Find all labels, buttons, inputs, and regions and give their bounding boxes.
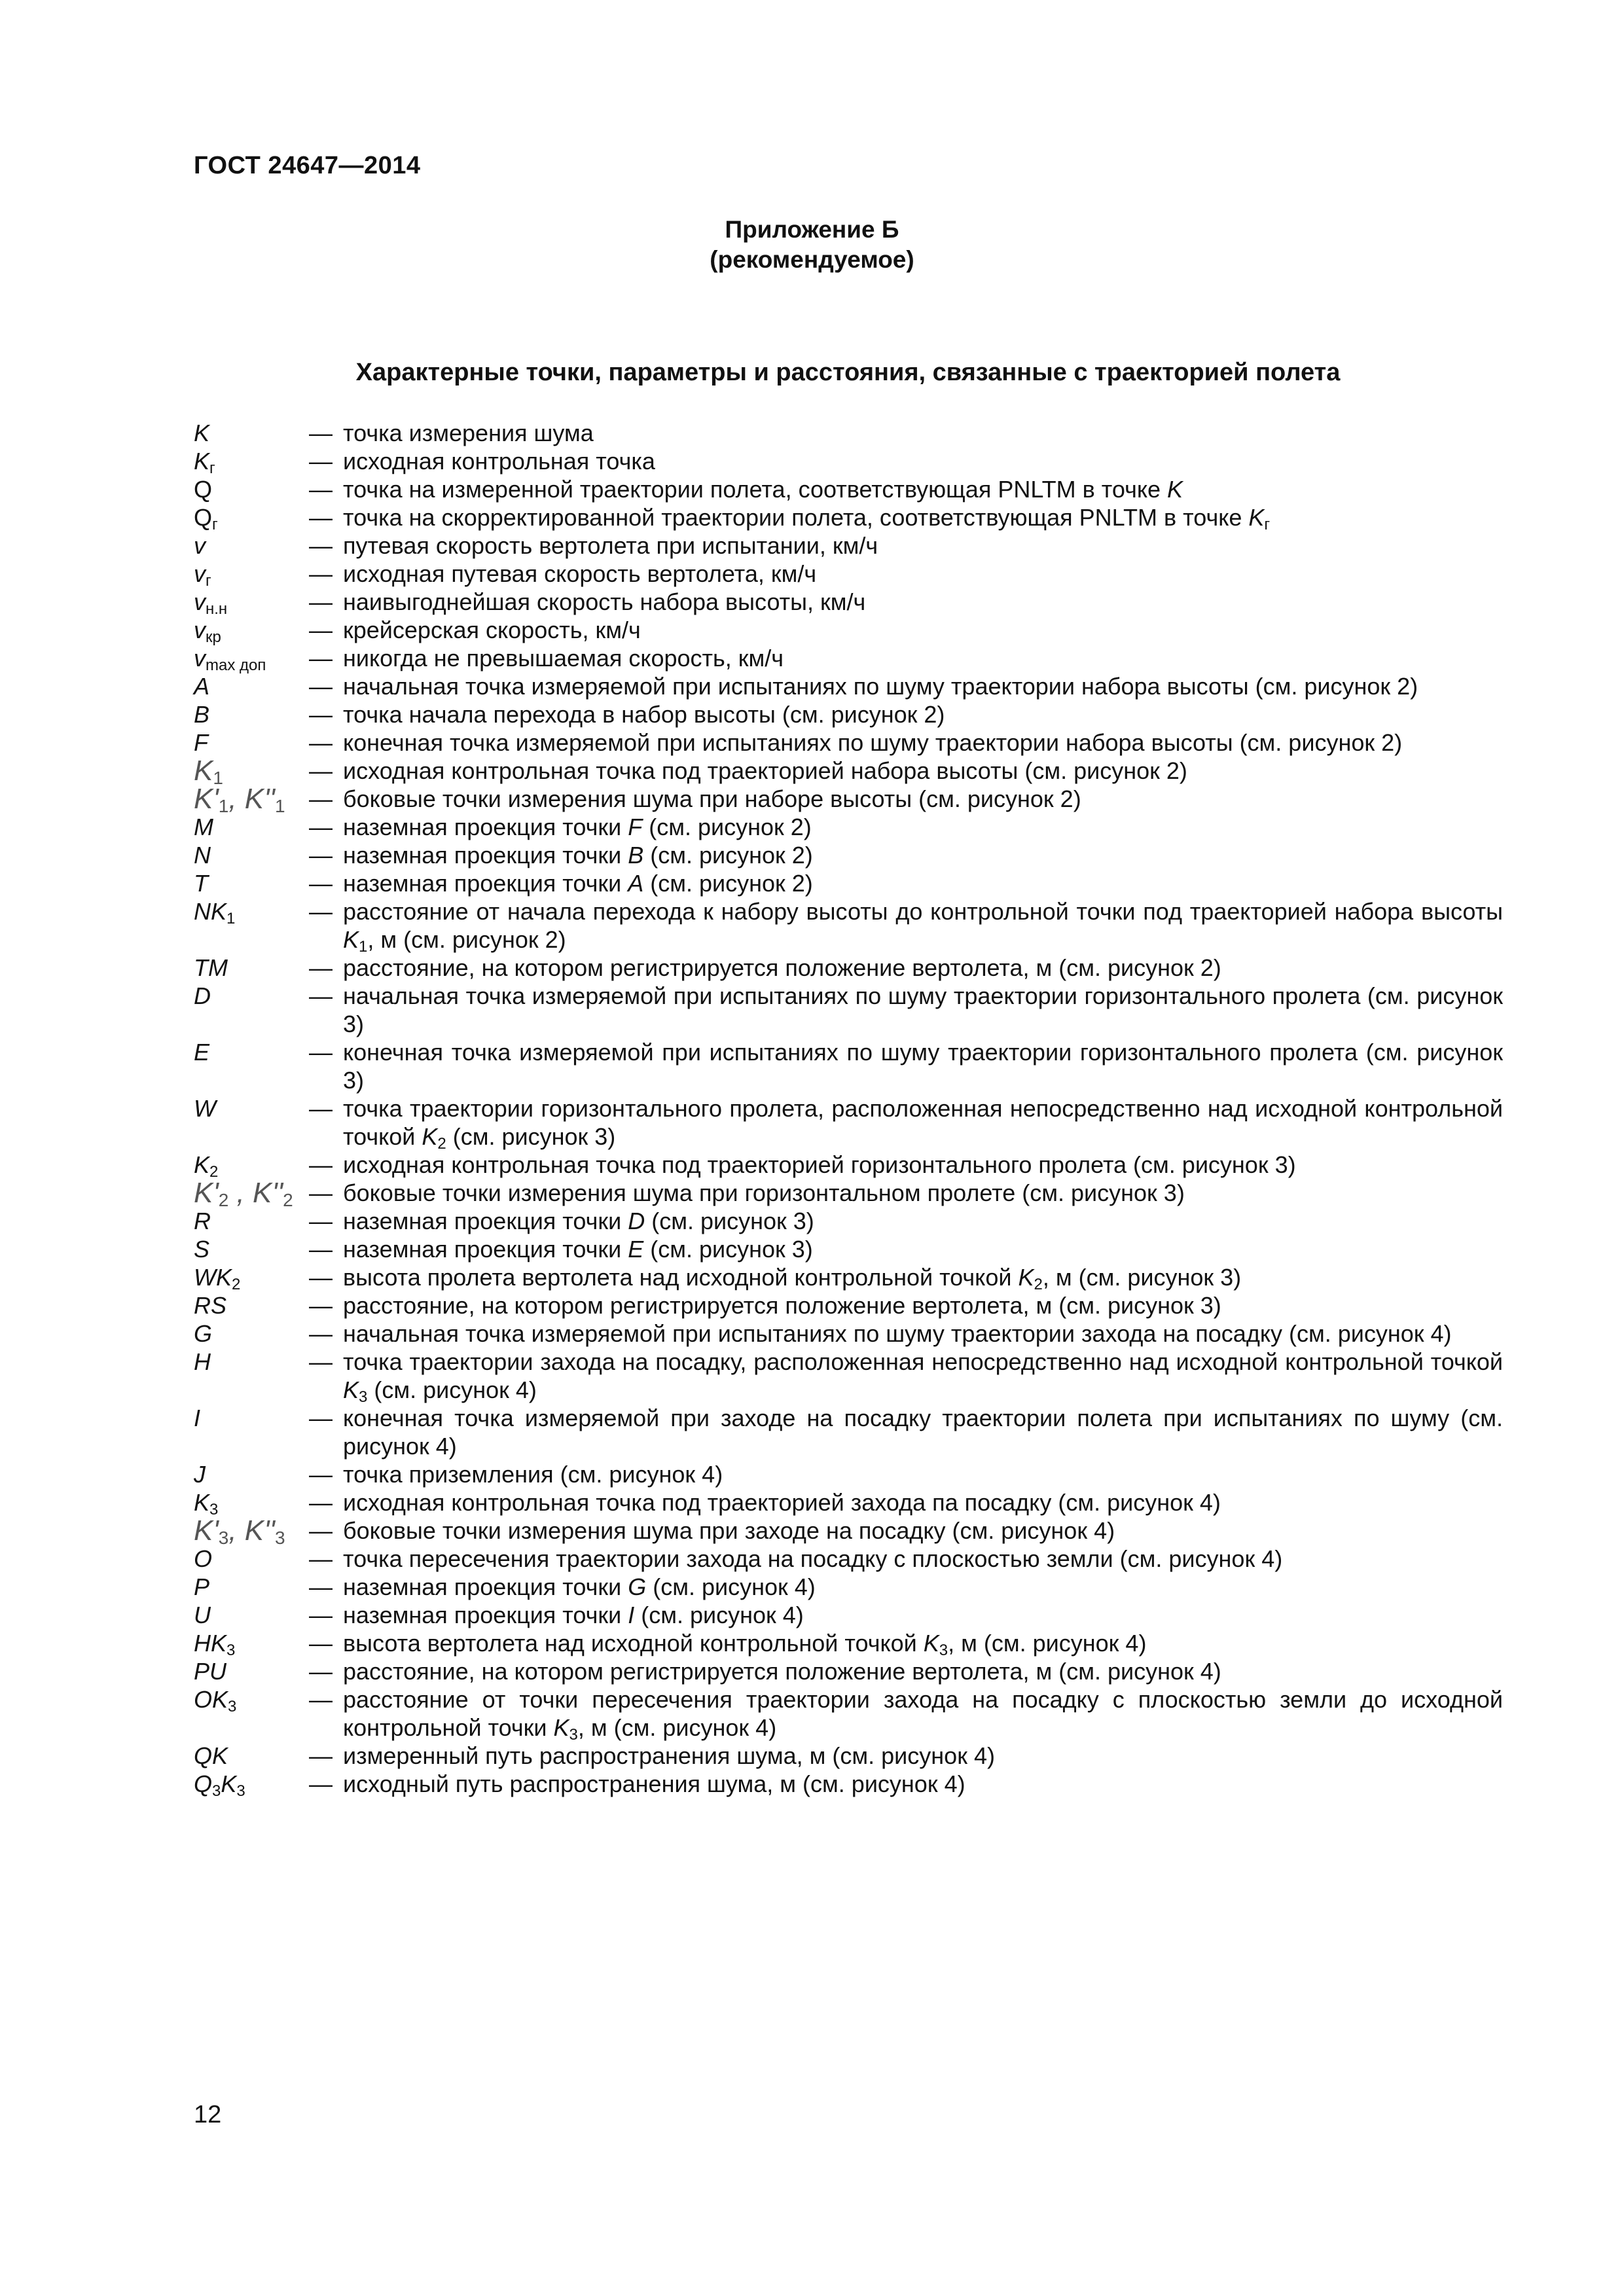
definition-dash: — xyxy=(309,1208,333,1234)
definition-row xyxy=(194,1291,1503,1319)
definition-row xyxy=(194,1685,1503,1742)
definition-text: начальная точка измеряемой при испытаниях по шуму траектории горизонтального пролета (см. рисунок 3) xyxy=(343,982,1503,1037)
definition-text: высота пролета вертолета над исходной контрольной точкой $K_2$, м (см. рисунок 3) xyxy=(343,1264,1242,1293)
definition-dash: — xyxy=(309,1770,333,1797)
definition-dash: — xyxy=(309,814,333,840)
definition-row xyxy=(194,1629,1503,1657)
definition-text: наземная проекция точки I (см. рисунок 4) xyxy=(343,1602,804,1628)
definition-dash: — xyxy=(309,645,333,672)
definition-row xyxy=(194,644,1503,672)
definition-dash: — xyxy=(309,1039,333,1066)
definition-row xyxy=(194,700,1503,728)
definition-dash: — xyxy=(309,1179,333,1206)
definition-row xyxy=(194,1094,1503,1151)
definition-row xyxy=(194,531,1503,560)
definition-row xyxy=(194,755,1503,788)
definition-dash: — xyxy=(309,532,333,559)
definition-dash: — xyxy=(309,1630,333,1657)
definition-row xyxy=(194,503,1503,531)
definition-symbol: R xyxy=(194,1208,211,1234)
definition-symbol: $K'_2$ , $K''_2$ xyxy=(194,1177,293,1210)
definition-symbol: $OK_3$ xyxy=(194,1686,237,1715)
definition-text: расстояние от начала перехода к набору высоты до контрольной точки под траекторией набора высоты $K_1$, м (см. рисунок 2) xyxy=(343,898,1503,956)
definition-dash: — xyxy=(309,1095,333,1122)
definition-dash: — xyxy=(309,898,333,925)
definition-dash: — xyxy=(309,1264,333,1291)
definition-dash: — xyxy=(309,420,333,446)
definition-symbol: $Q_3K_3$ xyxy=(194,1770,245,1800)
definition-dash: — xyxy=(309,982,333,1009)
definition-dash: — xyxy=(309,1573,333,1600)
definition-text: исходная контрольная точка под траекторией захода па посадку (см. рисунок 4) xyxy=(343,1489,1221,1516)
definition-row xyxy=(194,560,1503,588)
definition-dash: — xyxy=(309,757,333,784)
definition-row xyxy=(194,1235,1503,1263)
definition-row xyxy=(194,1657,1503,1685)
definition-text: конечная точка измеряемой при заходе на посадку траектории полета при испытаниях по шуму (см. рисунок 4) xyxy=(343,1405,1503,1460)
definition-text: крейсерская скорость, км/ч xyxy=(343,617,641,643)
definition-text: измеренный путь распространения шума, м (см. рисунок 4) xyxy=(343,1742,995,1769)
definition-symbol: QK xyxy=(194,1742,228,1769)
definition-text: начальная точка измеряемой при испытаниях по шуму траектории набора высоты (см. рисунок 2) xyxy=(343,673,1418,700)
definition-dash: — xyxy=(309,1461,333,1488)
definition-dash: — xyxy=(309,785,333,812)
definition-text: наземная проекция точки A (см. рисунок 2) xyxy=(343,870,813,897)
definition-text: боковые точки измерения шума при горизонтальном пролете (см. рисунок 3) xyxy=(343,1179,1185,1206)
definition-row xyxy=(194,1515,1503,1548)
definition-text: точка на скорректированной траектории полета, соответствующая PNLTM в точке $K_г$ xyxy=(343,504,1271,533)
definition-text: наземная проекция точки E (см. рисунок 3) xyxy=(343,1236,813,1263)
definition-symbol: F xyxy=(194,729,208,756)
definition-dash: — xyxy=(309,1517,333,1544)
definition-symbol: PU xyxy=(194,1658,227,1685)
definition-symbol: N xyxy=(194,842,211,869)
definition-dash: — xyxy=(309,1489,333,1516)
definition-dash: — xyxy=(309,673,333,700)
definition-text: точка траектории захода на посадку, расположенная непосредственно над исходной контрольной точкой $K_3$ (см. рисунок 4) xyxy=(343,1348,1503,1406)
definition-row xyxy=(194,1404,1503,1460)
definition-row xyxy=(194,728,1503,757)
definition-text: никогда не превышаемая скорость, км/ч xyxy=(343,645,784,672)
definition-text: наземная проекция точки G (см. рисунок 4) xyxy=(343,1573,816,1600)
definition-symbol: T xyxy=(194,870,208,897)
definition-symbol: A xyxy=(194,673,210,700)
definition-row xyxy=(194,869,1503,897)
definitions-list xyxy=(194,419,1503,1798)
definition-row xyxy=(194,1319,1503,1348)
definition-dash: — xyxy=(309,870,333,897)
definition-symbol: O xyxy=(194,1545,213,1572)
definition-dash: — xyxy=(309,1405,333,1431)
definition-text: конечная точка измеряемой при испытаниях по шуму траектории горизонтального пролета (см. рисунок 3) xyxy=(343,1039,1503,1094)
definition-row xyxy=(194,1573,1503,1601)
definition-row xyxy=(194,616,1503,644)
definition-symbol: K xyxy=(194,420,210,446)
definition-row xyxy=(194,1263,1503,1291)
definition-dash: — xyxy=(309,588,333,615)
definition-row xyxy=(194,1742,1503,1770)
definition-row xyxy=(194,813,1503,841)
definition-row xyxy=(194,1460,1503,1488)
definition-text: исходная контрольная точка под траекторией набора высоты (см. рисунок 2) xyxy=(343,757,1187,784)
definition-dash: — xyxy=(309,1742,333,1769)
definition-text: наземная проекция точки F (см. рисунок 2) xyxy=(343,814,812,840)
definition-row xyxy=(194,1770,1503,1798)
definition-text: исходный путь распространения шума, м (см. рисунок 4) xyxy=(343,1770,965,1797)
definition-dash: — xyxy=(309,1602,333,1628)
definition-text: исходная контрольная точка xyxy=(343,448,655,475)
definition-symbol: $v_{н.н}$ xyxy=(194,588,228,618)
definition-dash: — xyxy=(309,1545,333,1572)
definition-dash: — xyxy=(309,1236,333,1263)
definition-row xyxy=(194,672,1503,700)
definition-dash: — xyxy=(309,476,333,503)
definition-row xyxy=(194,841,1503,869)
definition-symbol: $v_{кр}$ xyxy=(194,617,221,646)
definition-text: расстояние от точки пересечения траектории захода на посадку с плоскостью земли до исходной контрольной точки $K_3$, м (см. рисунок 4) xyxy=(343,1686,1503,1744)
definition-row xyxy=(194,1601,1503,1629)
definition-symbol: $K_2$ xyxy=(194,1151,219,1181)
definition-text: точка на измеренной траектории полета, соответствующая PNLTM в точке K xyxy=(343,476,1183,503)
definition-row xyxy=(194,588,1503,616)
definition-dash: — xyxy=(309,1292,333,1319)
definition-dash: — xyxy=(309,448,333,475)
definition-symbol: U xyxy=(194,1602,211,1628)
definition-dash: — xyxy=(309,504,333,531)
definition-row xyxy=(194,1545,1503,1573)
page-number: 12 xyxy=(194,2101,222,2128)
definition-text: точка пересечения траектории захода на посадку с плоскостью земли (см. рисунок 4) xyxy=(343,1545,1283,1572)
definition-text: расстояние, на котором регистрируется положение вертолета, м (см. рисунок 4) xyxy=(343,1658,1221,1685)
definition-symbol: $K_1$ xyxy=(194,755,223,788)
definition-symbol: $K_3$ xyxy=(194,1489,219,1518)
definition-text: наземная проекция точки B (см. рисунок 2) xyxy=(343,842,813,869)
definition-text: путевая скорость вертолета при испытании, км/ч xyxy=(343,532,878,559)
definition-text: начальная точка измеряемой при испытаниях по шуму траектории захода на посадку (см. рисунок 4) xyxy=(343,1320,1452,1347)
definition-symbol: G xyxy=(194,1320,213,1347)
definition-text: боковые точки измерения шума при заходе на посадку (см. рисунок 4) xyxy=(343,1517,1115,1544)
definition-symbol: Q xyxy=(194,476,213,503)
definition-row xyxy=(194,419,1503,447)
definition-symbol: H xyxy=(194,1348,211,1375)
definition-symbol: RS xyxy=(194,1292,227,1319)
definition-text: расстояние, на котором регистрируется положение вертолета, м (см. рисунок 3) xyxy=(343,1292,1221,1319)
definition-row xyxy=(194,1177,1503,1210)
definition-symbol: $NK_1$ xyxy=(194,898,236,927)
definition-row xyxy=(194,1488,1503,1516)
definition-row xyxy=(194,954,1503,982)
definition-dash: — xyxy=(309,617,333,643)
definition-row xyxy=(194,897,1503,954)
definition-dash: — xyxy=(309,1686,333,1713)
definition-symbol: M xyxy=(194,814,213,840)
definition-text: точка приземления (см. рисунок 4) xyxy=(343,1461,723,1488)
definition-text: высота вертолета над исходной контрольной точкой $K_3$, м (см. рисунок 4) xyxy=(343,1630,1147,1659)
definition-symbol: B xyxy=(194,701,210,728)
definition-row xyxy=(194,447,1503,475)
definition-row xyxy=(194,1151,1503,1179)
annex-subtitle: (рекомендуемое) xyxy=(710,246,914,273)
definition-symbol: S xyxy=(194,1236,210,1263)
definition-text: наземная проекция точки D (см. рисунок 3) xyxy=(343,1208,814,1234)
definition-text: точка измерения шума xyxy=(343,420,594,446)
definition-row xyxy=(194,1207,1503,1235)
definition-dash: — xyxy=(309,701,333,728)
annex-title: Приложение Б xyxy=(725,216,899,243)
definition-dash: — xyxy=(309,1151,333,1178)
definition-row xyxy=(194,783,1503,816)
definition-dash: — xyxy=(309,842,333,869)
definition-text: наивыгоднейшая скорость набора высоты, км/ч xyxy=(343,588,866,615)
definition-row xyxy=(194,982,1503,1038)
definition-dash: — xyxy=(309,1348,333,1375)
definition-text: исходная путевая скорость вертолета, км/ч xyxy=(343,560,817,587)
definition-symbol: $HK_3$ xyxy=(194,1630,236,1659)
definition-row xyxy=(194,475,1503,503)
section-title: Характерные точки, параметры и расстояния, связанные с траекторией полета xyxy=(355,359,1341,386)
definition-symbol: J xyxy=(194,1461,206,1488)
definition-symbol: $Q_г$ xyxy=(194,504,218,533)
definition-symbol: $K_г$ xyxy=(194,448,215,477)
definition-symbol: $K'_3$, $K''_3$ xyxy=(194,1515,285,1548)
definition-text: точка траектории горизонтального пролета, расположенная непосредственно над исходной контрольной точкой $K_2$ (см. рисунок 3) xyxy=(343,1095,1503,1153)
definition-dash: — xyxy=(309,560,333,587)
definition-symbol: $K'_1$, $K''_1$ xyxy=(194,783,285,816)
definition-row xyxy=(194,1038,1503,1094)
definition-symbol: D xyxy=(194,982,211,1009)
document-header: ГОСТ 24647—2014 xyxy=(194,152,421,179)
definition-text: боковые точки измерения шума при наборе высоты (см. рисунок 2) xyxy=(343,785,1081,812)
definition-symbol: $v_г$ xyxy=(194,560,211,590)
definition-symbol: I xyxy=(194,1405,201,1431)
definition-dash: — xyxy=(309,729,333,756)
definition-symbol: v xyxy=(194,532,206,559)
definition-text: конечная точка измеряемой при испытаниях по шуму траектории набора высоты (см. рисунок 2) xyxy=(343,729,1403,756)
definition-dash: — xyxy=(309,1658,333,1685)
definition-row xyxy=(194,1348,1503,1404)
definition-symbol: $WK_2$ xyxy=(194,1264,241,1293)
definition-symbol: W xyxy=(194,1095,216,1122)
definition-text: исходная контрольная точка под траекторией горизонтального пролета (см. рисунок 3) xyxy=(343,1151,1296,1178)
definition-dash: — xyxy=(309,1320,333,1347)
definition-symbol: P xyxy=(194,1573,210,1600)
definition-symbol: E xyxy=(194,1039,210,1066)
definition-text: точка начала перехода в набор высоты (см. рисунок 2) xyxy=(343,701,945,728)
definition-text: расстояние, на котором регистрируется положение вертолета, м (см. рисунок 2) xyxy=(343,954,1221,981)
definition-symbol: $v_{max доп}$ xyxy=(194,645,266,674)
definition-dash: — xyxy=(309,954,333,981)
definition-symbol: TM xyxy=(194,954,228,981)
